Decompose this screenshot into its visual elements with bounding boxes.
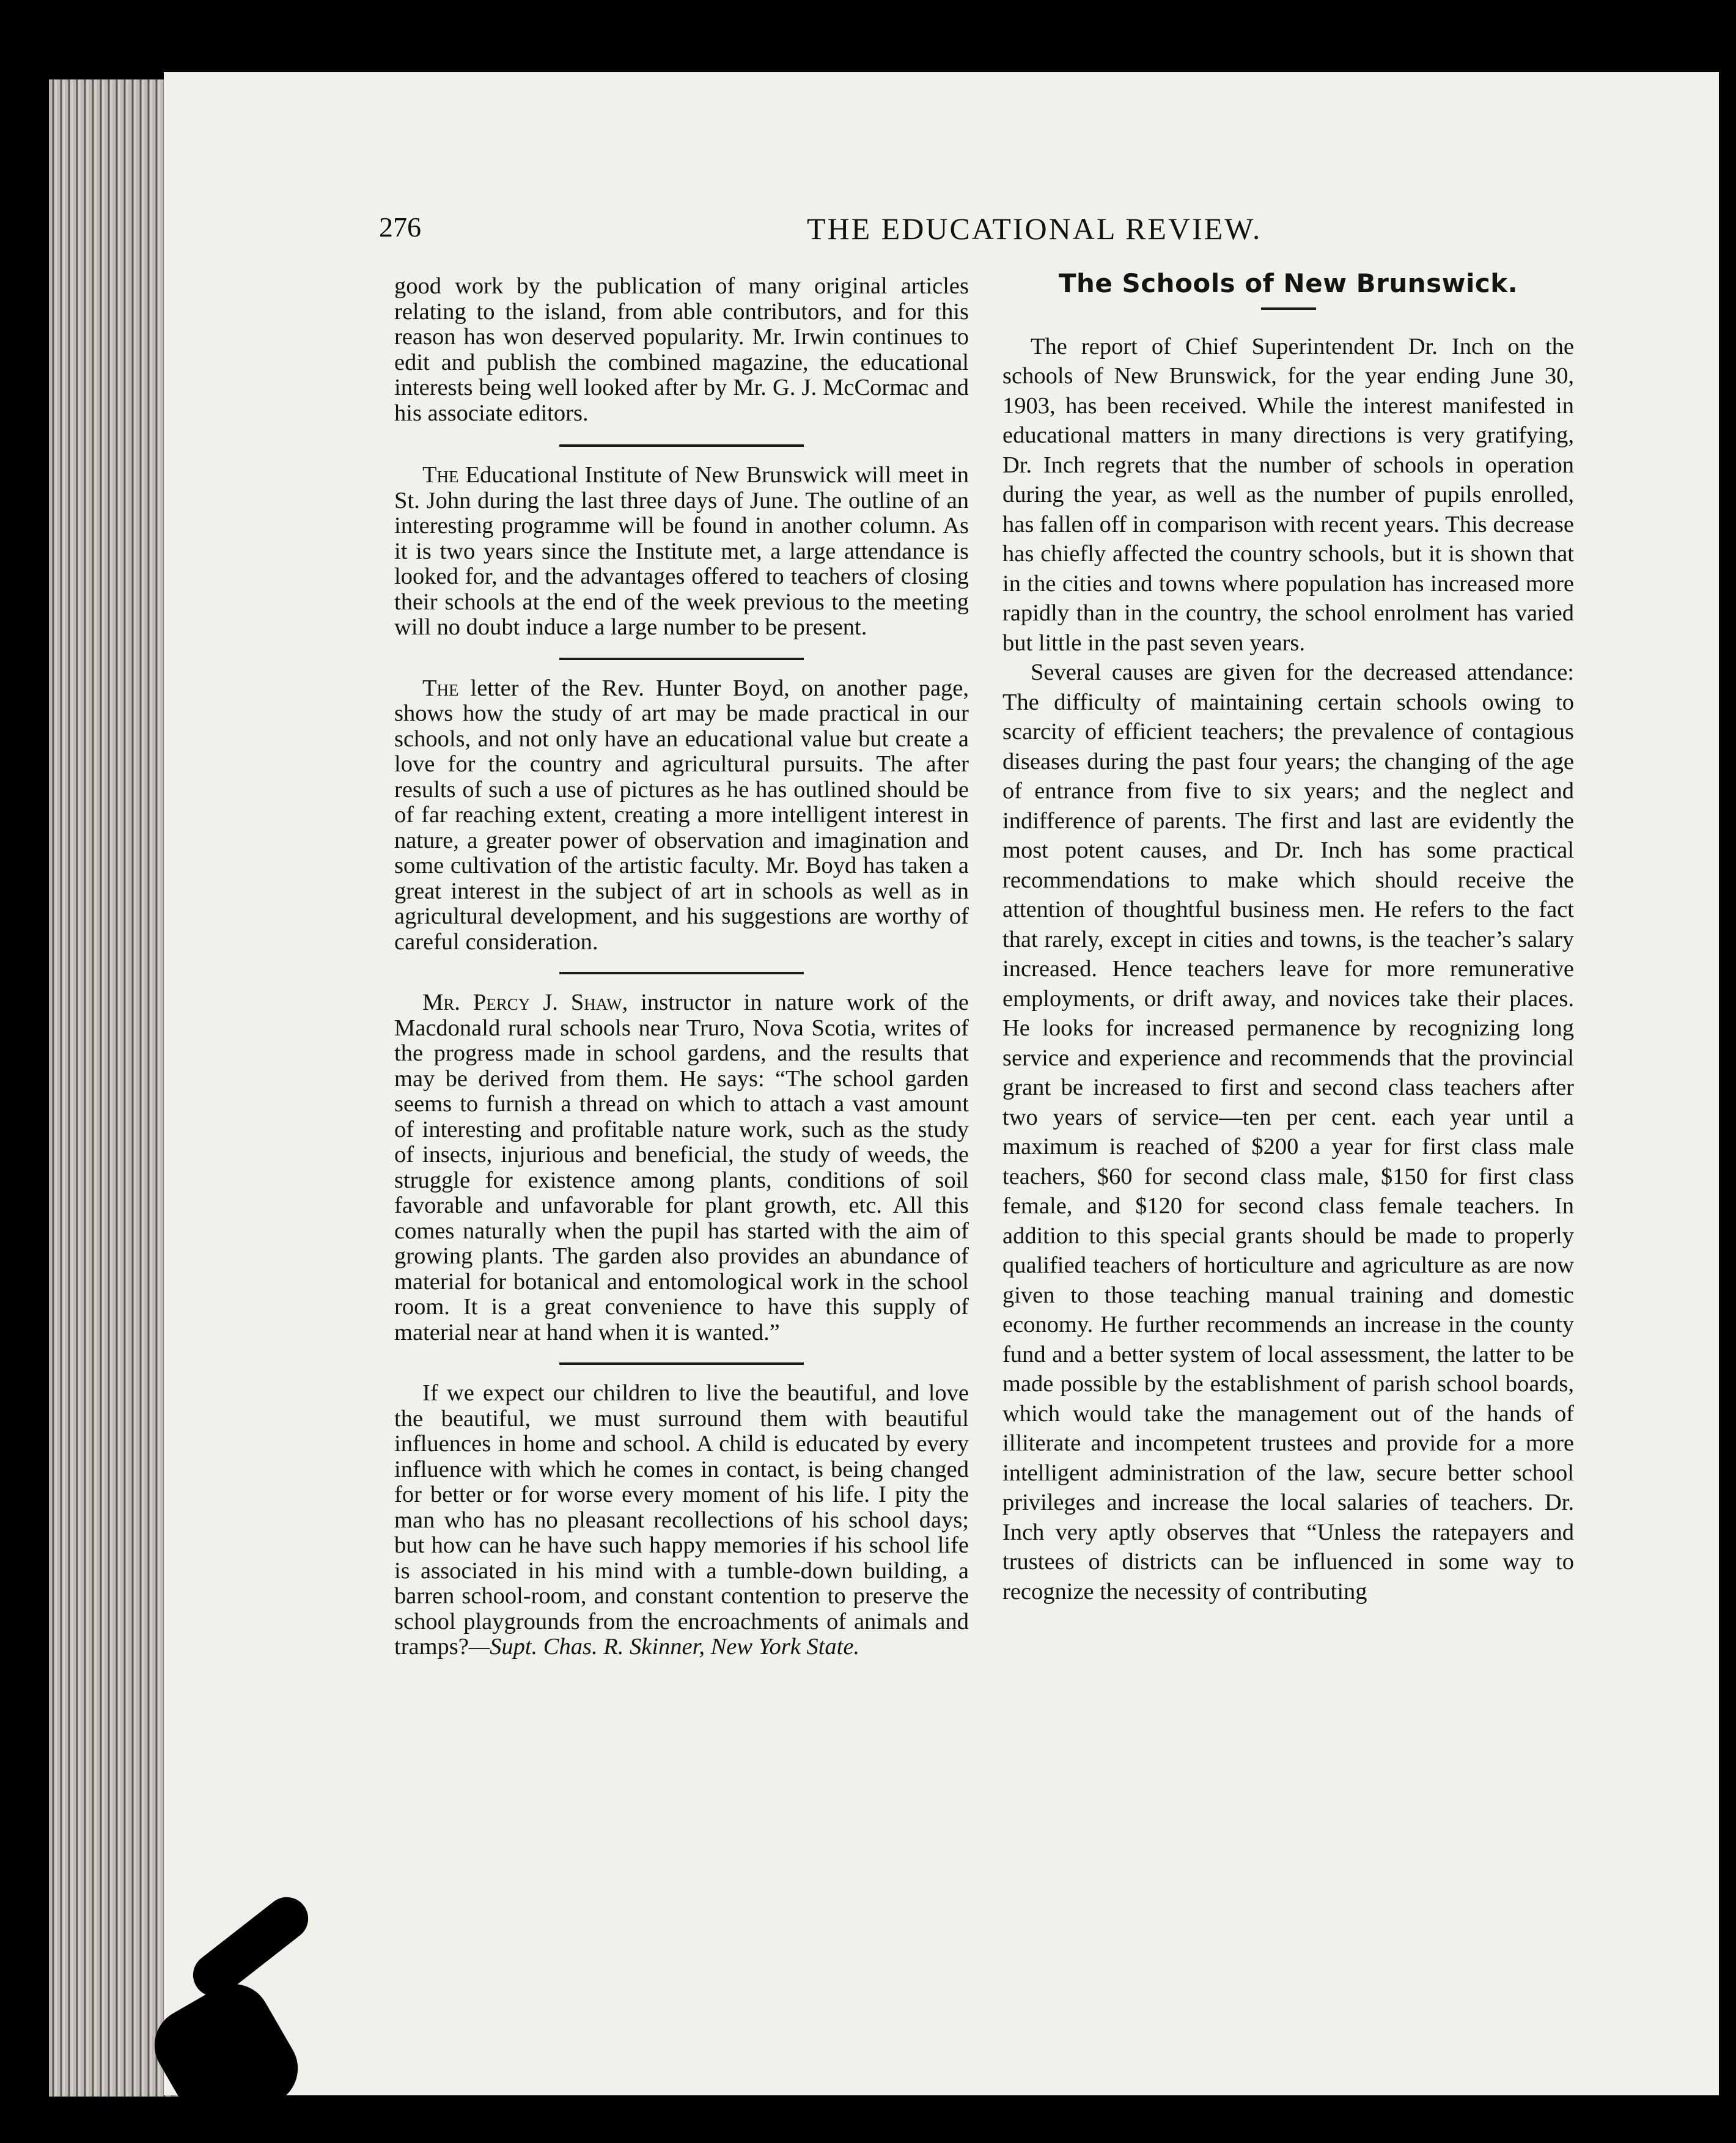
paragraph: good work by the publication of many original articles relating to the island, from able contributors, and for this reason has won deserved popularity. Mr. Irwin continues to edit and publish the combined magazine, the educational interests being well looked after by Mr. G. J. McCormac and his associate editors. [394,273,969,426]
article-title: The Schools of New Brunswick. [1058,268,1518,298]
paragraph [394,990,969,1345]
divider [559,444,804,447]
paragraph-body: If we expect our children to live the beautiful, and love the beautiful, we must surround them with beautiful influences in home and school. A child is educated by every influence with which he comes in contact, is being changed for better or for worse every moment of his life. I pity the man who has no pleasant recollections of his school days; but how can he have such happy memories if his school life is associated in his mind with a tumble-down building, a barren school-room, and constant contention to preserve the school playgrounds from the encroachments of animals and tramps? [394,1380,969,1660]
paragraph-body: instructor in nature work of the Macdonald rural schools near Truro, Nova Scotia, writes of the progress made in school gardens, and the results that may be derived from them. He says: “The school garden seems to furnish a thread on which to attach a vast amount of interesting and profitable nature work, such as the study of insects, injurious and beneficial, the study of weeds, the struggle for existence among plants, conditions of soil favorable and unfavorable for plant growth, etc. All this comes naturally when the pupil has started with the aim of growing plants. The garden also provides an abundance of material for botanical and entomological work in the school room. It is a great convenience to have this supply of material near at hand when it is wanted.” [394,990,969,1345]
running-title: THE EDUCATIONAL REVIEW. [807,211,1262,246]
paragraph-body: letter of the Rev. Hunter Boyd, on another page, shows how the study of art may be made practical in our schools, and not only have an educational value but create a love for the country and agricultural pursuits. The after results of such a use of pictures as he has outlined should be of far reaching extent, creating a more intelligent interest in nature, a greater power of observation and imagination and some cultivation of the artistic faculty. Mr. Boyd has taken a great interest in the subject of art in schools as well as in agricultural development, and his suggestions are worthy of careful consideration. [394,675,969,955]
paragraph: The report of Chief Superintendent Dr. Inch on the schools of New Brunswick, for the year ending June 30, 1903, has been received. While the interest manifested in educational matters in many directions is very gratifying, Dr. Inch regrets that the number of schools in operation during the year, as well as the number of pupils enrolled, has fallen off in comparison with recent years. This decrease has chiefly affected the country schools, but it is shown that in the cities and towns where population has increased more rapidly than in the country, the school enrolment has varied but little in the past seven years. [1002,333,1574,656]
page-edges [49,79,171,2097]
divider [559,972,804,974]
lead-in: Mr. Percy J. Shaw, [422,990,628,1015]
lead-in: The [422,675,459,701]
title-rule [1261,307,1316,310]
page-header [379,211,1491,254]
paragraph [394,676,969,955]
paragraph: Several causes are given for the decreased attendance: The difficulty of maintaining certain schools owing to scarcity of efficient teachers; the prevalence of contagious diseases during the past four years; the changing of the age of entrance from five to six years; and the neglect and indifference of parents. The first and last are evidently the most potent causes, and Dr. Inch has some practical recommendations to make which should receive the attention of thoughtful business men. He refers to the fact that rarely, except in cities and towns, is the teacher’s salary increased. Hence teachers leave for more remunerative employments, or drift away, and novices take their places. He looks for increased permanence by recognizing long service and experience and recommends that the provincial grant be increased to first and second class teachers after two years of service—ten per cent. each year until a maximum is reached of $200 a year for first class male teachers, $60 for second class male, $150 for first class female, and $120 for second class female teachers. In addition to this special grants should be made to properly qualified teachers of horticulture and agriculture as are now given to those teaching manual training and domestic economy. He further recommends an increase in the county fund and a better system of local assessment, the latter to be made possible by the establishment of parish school boards, which would take the management out of the hands of illiterate and incompetent trustees and provide for a more intelligent administration of the law, secure better school privileges and increase the local salaries of teachers. Dr. Inch very aptly observes that “Unless the ratepayers and trustees of districts can be influenced in some way to recognize the necessity of contributing [1002,660,1574,1604]
left-column [394,274,969,1660]
paragraph [394,463,969,641]
paragraph-body: Educational Institute of New Brunswick will meet in St. John during the last three days of June. The outline of an interesting programme will be found in another column. As it is two years since the Institute met, a large attendance is looked for, and the advantages offered to teachers of closing their schools at the end of the week previous to the meeting will no doubt induce a large number to be present. [394,462,969,640]
right-column [1002,269,1574,1606]
page-number: 276 [379,211,421,243]
attribution: —Supt. Chas. R. Skinner, New York State. [468,1634,860,1660]
divider [559,1362,804,1365]
paragraph [394,1381,969,1660]
lead-in: The [422,462,459,488]
divider [559,658,804,660]
